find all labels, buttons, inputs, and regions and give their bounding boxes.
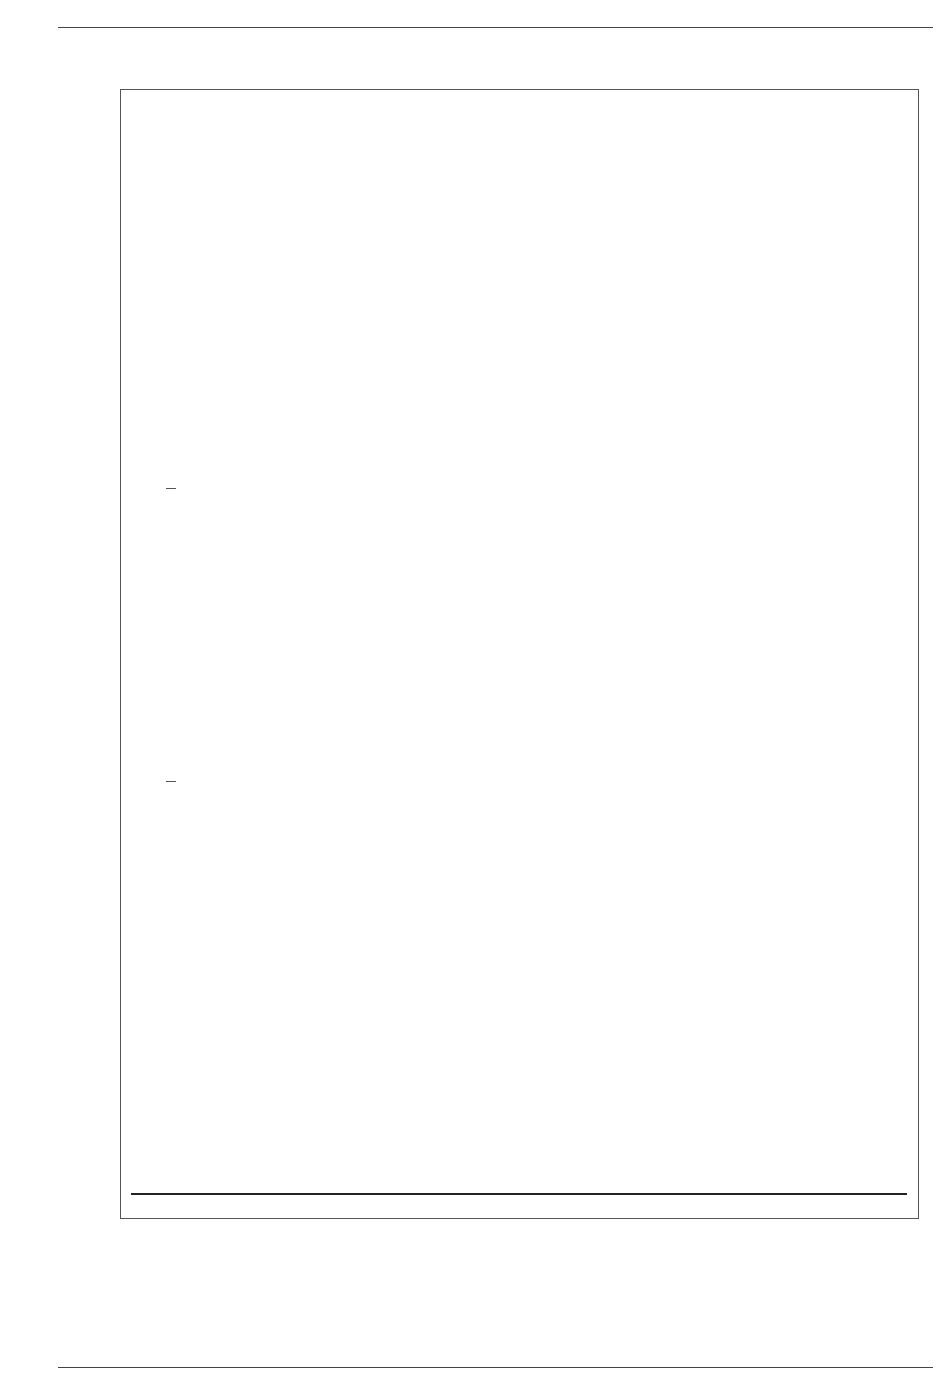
section-title-en bbox=[507, 316, 513, 332]
top-rule bbox=[58, 27, 933, 28]
margin-mark bbox=[166, 488, 176, 489]
margin-mark bbox=[166, 781, 176, 782]
footer-rule bbox=[131, 1193, 907, 1195]
bottom-rule bbox=[58, 1367, 933, 1368]
document-frame bbox=[120, 89, 919, 1219]
